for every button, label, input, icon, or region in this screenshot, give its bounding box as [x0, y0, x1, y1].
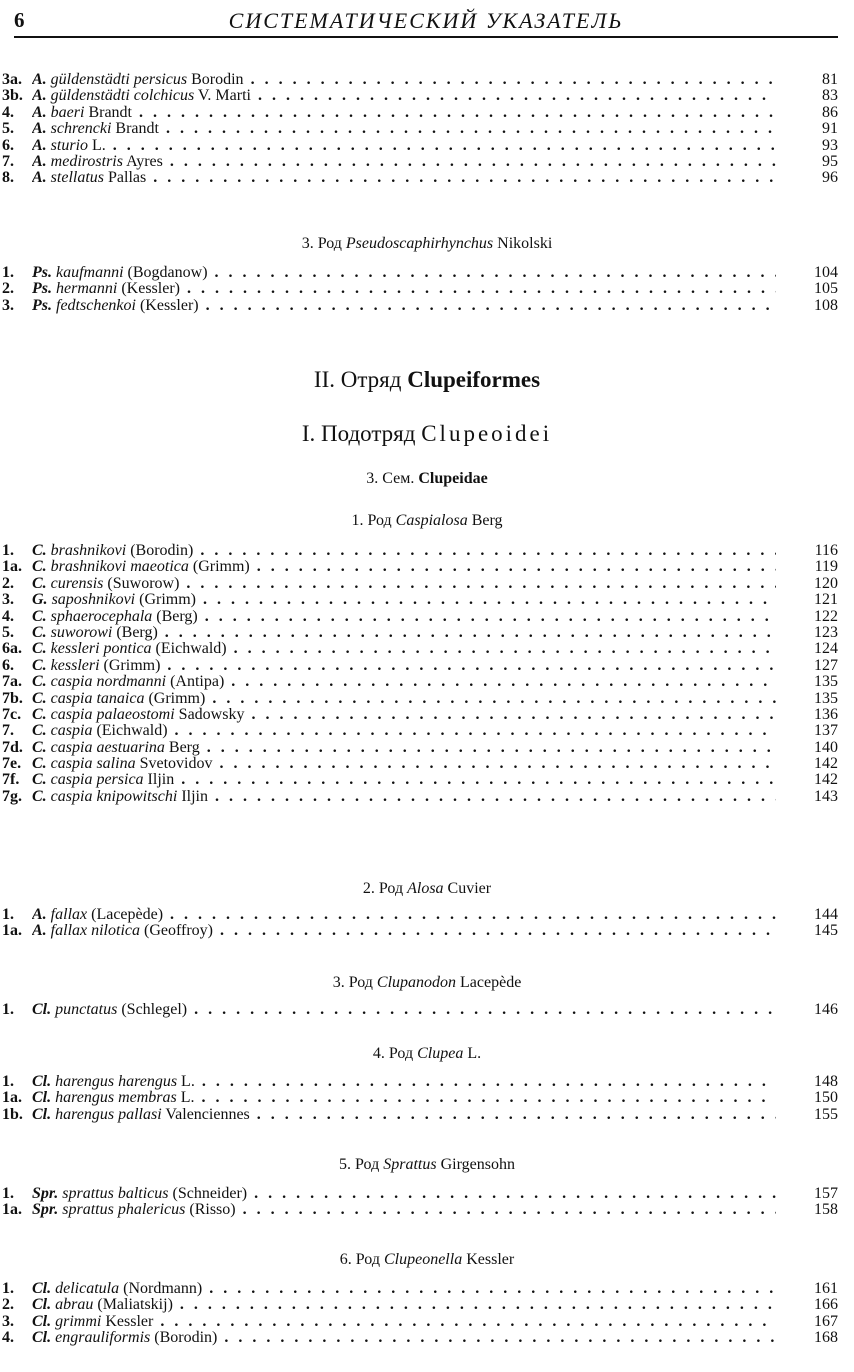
entry-species: caspia — [50, 723, 93, 740]
entry-number: 3. — [2, 591, 14, 609]
entry-title — [32, 154, 776, 170]
entry-title — [32, 1074, 776, 1090]
toc-entry — [2, 723, 838, 739]
entry-species: sprattus phalericus — [62, 1202, 186, 1219]
entry-number: 2. — [2, 1296, 14, 1314]
entry-page-number: 81 — [822, 71, 838, 88]
entry-number: 8. — [2, 169, 14, 187]
entry-title — [32, 658, 776, 674]
entry-title — [32, 723, 776, 739]
toc-entry — [2, 1074, 838, 1090]
entry-species: caspia persica — [50, 772, 144, 789]
entry-genus: Spr. — [32, 1202, 59, 1219]
toc-entry — [2, 1297, 838, 1313]
entry-page-number: 96 — [822, 169, 838, 187]
entry-genus: C. — [32, 756, 47, 773]
toc-entry — [2, 1002, 838, 1018]
entry-number: 7. — [2, 722, 14, 740]
entry-page-number: 161 — [814, 1280, 838, 1297]
entry-genus: A. — [32, 923, 47, 940]
toc-entry — [2, 1314, 838, 1330]
toc-entry — [2, 923, 838, 939]
entry-title — [32, 609, 776, 625]
entry-number: 7. — [2, 152, 14, 170]
entry-genus: A. — [32, 170, 47, 187]
genus-heading-clupea: 4. Род Clupea L. — [372, 1045, 482, 1062]
entry-species: delicatula — [55, 1281, 120, 1297]
entry-author: (Maliatskij) — [97, 1297, 173, 1314]
entry-species: güldenstädti colchicus — [50, 88, 195, 105]
entry-number: 1. — [2, 1001, 14, 1018]
toc-entry — [2, 105, 838, 121]
entry-author: (Eichwald) — [155, 641, 227, 658]
toc-entry — [2, 1330, 838, 1346]
entry-author: V. Marti — [197, 88, 251, 105]
entry-number: 7b. — [2, 689, 23, 707]
entry-title — [32, 789, 776, 805]
entry-author: Brandt — [88, 104, 132, 121]
toc-entry — [2, 576, 838, 592]
entry-page-number: 137 — [814, 722, 838, 740]
entry-number: 1a. — [2, 1089, 22, 1107]
entry-author: (Grimm) — [192, 559, 250, 576]
entry-author: Iljin — [181, 788, 208, 805]
entry-page-number: 155 — [814, 1105, 838, 1123]
entry-title — [32, 740, 776, 756]
entry-species: caspia palaeostomi — [50, 706, 175, 723]
entry-page-number: 83 — [822, 87, 838, 105]
entry-genus: Cl. — [32, 1074, 52, 1090]
genus-heading-alosa: 2. Род Alosa Cuvier — [362, 880, 492, 897]
entry-page-number: 144 — [814, 906, 838, 923]
entry-species: sphaerocephala — [50, 608, 153, 625]
running-header — [14, 6, 838, 38]
entry-number: 7g. — [2, 787, 22, 805]
entry-title — [32, 691, 776, 707]
entry-page-number: 108 — [814, 296, 838, 314]
entry-author: Svetovidov — [139, 756, 213, 773]
entry-title — [32, 88, 776, 104]
genus-heading-caspialosa: 1. Род Caspialosa Berg — [351, 512, 503, 529]
entry-author: (Bogdanow) — [127, 265, 208, 281]
entry-page-number: 127 — [814, 656, 838, 674]
entry-species: curensis — [50, 575, 104, 592]
entry-genus: Cl. — [32, 1330, 52, 1347]
entry-author: L. — [180, 1090, 195, 1107]
entry-title — [32, 543, 776, 559]
entry-number: 3. — [2, 296, 14, 314]
entry-genus: C. — [32, 575, 47, 592]
entry-species: brashnikovi maeotica — [50, 559, 189, 576]
entry-title — [32, 756, 776, 772]
genus-heading-clupeonella: 6. Род Clupeonella Kessler — [339, 1251, 515, 1268]
entry-number: 1a. — [2, 1201, 22, 1219]
toc-entry — [2, 641, 838, 657]
entry-title — [32, 625, 776, 641]
entry-genus: C. — [32, 559, 47, 576]
entry-title — [32, 772, 776, 788]
entry-species: sprattus balticus — [62, 1186, 169, 1202]
entry-title — [32, 559, 776, 575]
entry-title — [32, 138, 776, 154]
genus-heading-sprattus: 5. Род Sprattus Girgensohn — [339, 1156, 515, 1173]
toc-block-clupea — [2, 1074, 838, 1123]
toc-entry — [2, 907, 838, 923]
entry-page-number: 122 — [814, 607, 838, 625]
toc-entry — [2, 789, 838, 805]
entry-species: kaufmanni — [56, 265, 124, 281]
toc-entry — [2, 559, 838, 575]
page-number: 6 — [14, 8, 25, 32]
entry-species: hermanni — [56, 281, 118, 298]
entry-genus: C. — [32, 624, 47, 641]
entry-number: 1. — [2, 542, 14, 559]
entry-page-number: 95 — [822, 152, 838, 170]
entry-species: brashnikovi — [50, 543, 127, 559]
entry-page-number: 123 — [814, 623, 838, 641]
entry-page-number: 150 — [814, 1089, 838, 1107]
entry-genus: A. — [32, 153, 47, 170]
entry-species: sturio — [50, 137, 89, 154]
entry-page-number: 148 — [814, 1073, 838, 1090]
entry-page-number: 143 — [814, 787, 838, 805]
entry-genus: Spr. — [32, 1186, 59, 1202]
entry-number: 2. — [2, 574, 14, 592]
toc-entry — [2, 674, 838, 690]
entry-page-number: 105 — [814, 280, 838, 298]
entry-species: fallax — [50, 907, 88, 923]
toc-block-acipenser — [2, 72, 838, 187]
entry-author: (Nordmann) — [123, 1281, 203, 1297]
entry-number: 1. — [2, 264, 14, 281]
entry-genus: Cl. — [32, 1281, 52, 1297]
entry-species: harengus membras — [55, 1090, 177, 1107]
entry-species: grimmi — [55, 1313, 102, 1330]
entry-genus: A. — [32, 72, 47, 88]
entry-author: (Risso) — [189, 1202, 236, 1219]
entry-genus: A. — [32, 88, 47, 105]
entry-title — [32, 265, 776, 281]
entry-species: punctatus — [55, 1002, 118, 1018]
entry-species: fallax nilotica — [50, 923, 140, 940]
running-title: СИСТЕМАТИЧЕСКИЙ УКАЗАТЕЛЬ — [228, 8, 624, 33]
entry-author: (Geoffroy) — [144, 923, 214, 940]
entry-author: L. — [181, 1074, 195, 1090]
entry-title — [32, 1314, 776, 1330]
entry-genus: C. — [32, 543, 47, 559]
entry-genus: Cl. — [32, 1090, 52, 1107]
entry-title — [32, 121, 776, 137]
entry-genus: Cl. — [32, 1313, 52, 1330]
toc-entry — [2, 281, 838, 297]
entry-number: 3b. — [2, 87, 23, 105]
entry-author: (Schneider) — [172, 1186, 248, 1202]
entry-page-number: 121 — [814, 591, 838, 609]
entry-page-number: 142 — [814, 771, 838, 789]
entry-title — [32, 1090, 776, 1106]
entry-page-number: 166 — [814, 1296, 838, 1314]
entry-species: kessleri — [50, 657, 100, 674]
entry-species: stellatus — [50, 170, 105, 187]
toc-entry — [2, 707, 838, 723]
entry-genus: C. — [32, 690, 47, 707]
toc-block-pseudoscaphirhynchus — [2, 265, 838, 314]
entry-author: L. — [92, 137, 106, 154]
entry-number: 1b. — [2, 1105, 23, 1123]
family-heading: 3. Сем. Clupeidae — [366, 470, 488, 487]
entry-number: 1a. — [2, 922, 22, 940]
entry-author: (Borodin) — [130, 543, 194, 559]
entry-title — [32, 576, 776, 592]
entry-genus: A. — [32, 137, 47, 154]
entry-author: Sadowsky — [178, 706, 245, 723]
entry-page-number: 146 — [814, 1001, 838, 1018]
entry-author: (Kessler) — [139, 297, 199, 314]
entry-title — [32, 1281, 776, 1297]
entry-title — [32, 170, 776, 186]
entry-title — [32, 105, 776, 121]
entry-genus: C. — [32, 608, 47, 625]
entry-number: 4. — [2, 1329, 14, 1347]
entry-title — [32, 1202, 776, 1218]
entry-genus: G. — [32, 592, 48, 609]
entry-species: caspia tanaica — [50, 690, 145, 707]
entry-title — [32, 674, 776, 690]
entry-author: (Grimm) — [139, 592, 196, 609]
entry-author: Iljin — [147, 772, 175, 789]
entry-species: baeri — [50, 104, 85, 121]
toc-entry — [2, 658, 838, 674]
entry-number: 1a. — [2, 558, 22, 576]
entry-page-number: 93 — [822, 136, 838, 154]
toc-entry — [2, 298, 838, 314]
entry-page-number: 104 — [814, 264, 838, 281]
entry-species: harengus harengus — [55, 1074, 178, 1090]
entry-number: 1. — [2, 1073, 14, 1090]
entry-genus: A. — [32, 104, 47, 121]
entry-title — [32, 907, 776, 923]
entry-genus: A. — [32, 907, 47, 923]
toc-entry — [2, 1281, 838, 1297]
toc-block-clupanodon — [2, 1002, 838, 1018]
entry-author: Borodin — [191, 72, 244, 88]
entry-page-number: 116 — [814, 542, 838, 559]
entry-number: 2. — [2, 280, 14, 298]
entry-number: 4. — [2, 607, 14, 625]
entry-genus: Cl. — [32, 1002, 52, 1018]
entry-species: caspia salina — [50, 756, 136, 773]
toc-entry — [2, 138, 838, 154]
entry-number: 7f. — [2, 771, 20, 789]
entry-page-number: 135 — [814, 673, 838, 691]
entry-author: (Grimm) — [103, 657, 161, 674]
entry-title — [32, 72, 776, 88]
entry-page-number: 91 — [822, 120, 838, 138]
entry-author: Kessler — [105, 1313, 154, 1330]
entry-author: (Grimm) — [148, 690, 206, 707]
entry-author: (Eichwald) — [96, 723, 168, 740]
entry-species: harengus pallasi — [55, 1106, 162, 1123]
entry-genus: Ps. — [32, 281, 52, 298]
entry-number: 6. — [2, 656, 14, 674]
toc-entry — [2, 772, 838, 788]
entry-genus: Cl. — [32, 1106, 52, 1123]
entry-species: caspia nordmanni — [50, 674, 167, 691]
entry-page-number: 168 — [814, 1329, 838, 1347]
toc-entry — [2, 88, 838, 104]
entry-number: 5. — [2, 120, 14, 138]
entry-author: Brandt — [115, 121, 159, 138]
entry-title — [32, 298, 776, 314]
entry-genus: C. — [32, 772, 47, 789]
entry-species: caspia knipowitschi — [50, 788, 178, 805]
entry-number: 3a. — [2, 71, 22, 88]
entry-genus: C. — [32, 788, 47, 805]
entry-genus: C. — [32, 706, 47, 723]
entry-title — [32, 1186, 776, 1202]
entry-genus: Ps. — [32, 265, 52, 281]
entry-page-number: 140 — [814, 738, 838, 756]
toc-entry — [2, 1186, 838, 1202]
entry-number: 7e. — [2, 755, 22, 773]
toc-entry — [2, 592, 838, 608]
toc-entry — [2, 1090, 838, 1106]
entry-author: Pallas — [108, 170, 147, 187]
order-heading: II. Отряд Clupeiformes — [313, 367, 541, 392]
toc-entry — [2, 154, 838, 170]
toc-block-sprattus — [2, 1186, 838, 1219]
genus-heading-pseudoscaphirhynchus: 3. Род Pseudoscaphirhynchus Nikolski — [301, 235, 553, 252]
entry-page-number: 167 — [814, 1312, 838, 1330]
entry-author: (Lacepède) — [91, 907, 164, 923]
entry-page-number: 124 — [814, 640, 838, 658]
entry-author: (Suworow) — [107, 575, 180, 592]
toc-entry — [2, 1107, 838, 1123]
entry-author: (Borodin) — [154, 1330, 218, 1347]
toc-block-caspialosa — [2, 543, 838, 805]
entry-author: (Schlegel) — [121, 1002, 188, 1018]
entry-author: (Berg) — [116, 624, 158, 641]
entry-title — [32, 281, 776, 297]
toc-entry — [2, 121, 838, 137]
entry-species: fedtschenkoi — [56, 297, 136, 314]
entry-title — [32, 1107, 776, 1123]
entry-number: 4. — [2, 103, 14, 121]
entry-page-number: 136 — [814, 705, 838, 723]
entry-title — [32, 641, 776, 657]
entry-genus: A. — [32, 121, 47, 138]
entry-number: 7c. — [2, 705, 22, 723]
entry-page-number: 119 — [814, 558, 838, 576]
toc-block-clupeonella — [2, 1281, 838, 1347]
toc-entry — [2, 609, 838, 625]
toc-entry — [2, 265, 838, 281]
entry-species: abrau — [55, 1297, 94, 1314]
entry-number: 1. — [2, 906, 14, 923]
entry-author: Ayres — [126, 153, 163, 170]
entry-species: saposhnikovi — [51, 592, 136, 609]
toc-entry — [2, 740, 838, 756]
entry-page-number: 145 — [814, 922, 838, 940]
entry-genus: C. — [32, 674, 47, 691]
toc-entry — [2, 625, 838, 641]
entry-species: kessleri pontica — [50, 641, 152, 658]
entry-genus: C. — [32, 657, 47, 674]
toc-entry — [2, 543, 838, 559]
entry-species: suworowi — [50, 624, 113, 641]
entry-species: schrencki — [50, 121, 112, 138]
toc-entry — [2, 756, 838, 772]
toc-entry — [2, 170, 838, 186]
entry-page-number: 157 — [814, 1185, 838, 1202]
entry-number: 1. — [2, 1280, 14, 1297]
entry-number: 3. — [2, 1312, 14, 1330]
entry-title — [32, 1330, 776, 1346]
entry-title — [32, 1002, 776, 1018]
entry-genus: Cl. — [32, 1297, 52, 1314]
entry-genus: Ps. — [32, 297, 52, 314]
suborder-heading: I. Подотряд Clupeoidei — [301, 421, 553, 446]
genus-heading-clupanodon: 3. Род Clupanodon Lacepède — [332, 974, 522, 991]
entry-title — [32, 707, 776, 723]
entry-page-number: 135 — [814, 689, 838, 707]
entry-author: (Kessler) — [121, 281, 180, 298]
entry-species: caspia aestuarina — [50, 739, 165, 756]
entry-page-number: 86 — [822, 103, 838, 121]
entry-title — [32, 923, 776, 939]
entry-number: 7d. — [2, 738, 23, 756]
entry-author: (Antipa) — [170, 674, 225, 691]
entry-page-number: 158 — [814, 1201, 838, 1219]
entry-genus: C. — [32, 641, 47, 658]
entry-number: 7a. — [2, 673, 22, 691]
toc-block-alosa — [2, 907, 838, 940]
entry-number: 6a. — [2, 640, 22, 658]
entry-genus: C. — [32, 723, 47, 740]
entry-species: medirostris — [50, 153, 123, 170]
toc-entry — [2, 72, 838, 88]
entry-author: Valenciennes — [165, 1106, 250, 1123]
entry-title — [32, 1297, 776, 1313]
entry-title — [32, 592, 776, 608]
entry-species: güldenstädti persicus — [50, 72, 188, 88]
toc-entry — [2, 1202, 838, 1218]
entry-number: 6. — [2, 136, 14, 154]
toc-entry — [2, 691, 838, 707]
entry-page-number: 120 — [814, 574, 838, 592]
entry-number: 5. — [2, 623, 14, 641]
entry-number: 1. — [2, 1185, 14, 1202]
entry-author: (Berg) — [156, 608, 198, 625]
entry-author: Berg — [168, 739, 200, 756]
entry-page-number: 142 — [814, 755, 838, 773]
entry-genus: C. — [32, 739, 47, 756]
entry-species: engrauliformis — [55, 1330, 151, 1347]
